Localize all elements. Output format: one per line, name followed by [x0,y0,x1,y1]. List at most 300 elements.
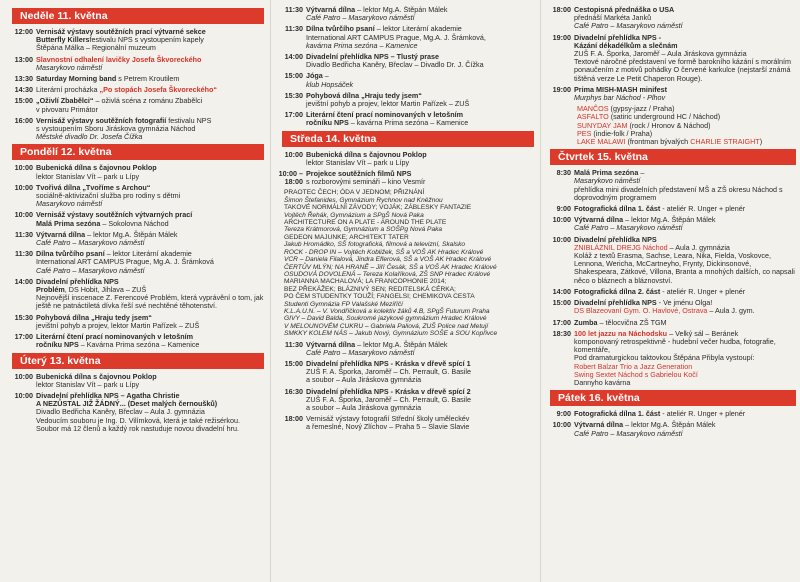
program-event [546,236,796,285]
event-time: 11:30 [15,229,33,239]
event-headline [574,410,796,418]
event-subtitle: A NEZŮSTAL JIŽ ŽÁDNÝ... (Deset malých černoušků) [36,399,218,409]
event-line [36,341,264,349]
event-title: „Oživlí Zbabělci“ [36,96,94,106]
event-line [306,61,536,69]
event-place: Aula Jiráskova gymnázia [341,375,422,385]
event-body [306,111,536,127]
event-body [574,205,796,213]
event-headline [574,205,796,213]
program-event [278,151,536,167]
event-text: s vystoupením Sboru Jiráskova gymnázia Náchod [36,124,196,134]
event-text: jevištní pohyb a projev, lektor Martin Pařízek – ZUŠ [306,99,470,109]
event-body [306,25,536,50]
film-entry: VCR – Daniela Filalová, Jindra Eflerová, SŠ a VOŠ AK Hradec Králové [284,256,492,264]
event-place: Slavie Slavie [428,422,470,432]
program-event [278,6,536,22]
event-text: - ateliér R. Unger + plenér [660,286,746,296]
event-title: Projekce soutěžních filmů NPS [306,169,412,179]
event-venue: Café Patro – Masarykovo náměstí [574,223,683,233]
event-body [306,53,536,69]
event-body [36,333,264,349]
film-entry: Šimon Štefanides, Gymnázium Rychnov nad Kněžnou [284,196,443,204]
event-title: Fotografická dílna 2. část [574,286,661,296]
program-event [546,169,796,202]
event-time: 9:00 [556,409,571,419]
event-title: Divadelní přehlídka NPS [36,276,119,286]
event-place: Dannyho kavárna [574,377,631,387]
event-line [36,44,264,52]
event-time: 11:30 [285,6,303,14]
event-place: Divadlo Dr. J. Čížka [420,60,484,70]
event-subtitle: Malá Prima sezóna [36,218,101,228]
event-place: – Aula J. gym. [707,306,755,316]
band-name: MANĈOS [577,104,609,114]
event-body [574,299,796,315]
event-place: Aula Jiráskova gymnázia [341,403,422,412]
film-entry: GEDEON MAJUNKE; ARCHITEKT TATER [284,233,409,241]
event-body [36,373,264,389]
film-list [278,189,536,337]
event-title: Vernisáž výstavy soutěžních fotografií [36,115,167,125]
event-title: Divadelní přehlídka NPS [574,298,657,308]
program-event [8,164,264,180]
program-event [278,53,536,69]
event-text: – lektor Mg.A. Štěpán Málek [355,6,448,14]
event-text: – lektor Mg.A. Štěpán Málek [85,229,178,239]
event-time: 16:30 [284,386,303,396]
event-title: Slavnostní odhalení lavičky Josefa Škvoreckého [36,54,202,64]
event-body [36,75,264,83]
event-text: lektor Stanislav Vít – [306,157,374,167]
event-time: 15:00 [284,71,303,81]
event-headline [574,319,796,327]
event-line [574,338,796,354]
event-text: v pivovaru Primátor [36,104,98,114]
event-title: Pohybová dílna [36,312,90,322]
event-body [36,56,264,72]
event-line [306,119,536,127]
fold-line [270,0,271,582]
event-time: 19:00 [552,84,571,94]
program-event [8,117,264,142]
event-title: Vernisáž výstavy soutěžních výtvarných prací [36,210,193,220]
event-title: 100 let jazzu na Náchodsku [574,328,668,338]
event-title: Bubenická dílna s čajovnou Poklop [306,149,427,159]
event-venue: Masarykovo náměstí [36,199,103,209]
event-place: kino Vesmír [387,177,426,187]
event-title: Bubenická dílna s čajovnou Poklop [36,163,157,173]
event-time: 12:00 [14,27,33,36]
event-subtitle: ročníku NPS [306,118,349,128]
event-text: přednáší Markéta Janků [574,13,652,23]
event-time: 10:00 [14,163,33,173]
event-time: 17:00 [14,332,33,342]
event-venue-line [36,239,264,247]
program-event [546,34,796,83]
event-time: 14:00 [552,286,571,296]
program-event [546,299,796,315]
event-body [36,117,264,142]
event-time: 10:00 [14,390,33,400]
column-middle [278,6,536,435]
event-venue: Café Patro – Masarykovo náměstí [306,347,415,357]
day-header: Neděle 11. května [12,8,264,24]
event-title: Dílna tvůrčího psaní [36,249,105,259]
event-line [574,58,796,83]
event-text: – oživlá scéna z románu Zbabělci [93,96,203,106]
event-body [36,314,264,330]
program-event [278,388,536,413]
event-title: Malá Prima sezóna [574,168,639,178]
event-venue: Masarykovo náměstí [36,62,103,72]
event-title: Bubenická dílna s čajovnou Poklop [36,371,157,381]
program-event [546,6,796,31]
event-body [306,72,536,88]
event-body [36,392,264,433]
event-venue-line [36,64,264,72]
event-text: – lektor Literární akademie [374,24,462,34]
event-time: 8:30 [556,168,571,178]
event-time: 14:30 [14,85,33,95]
day-header: Pondělí 12. května [12,144,264,160]
program-event [546,288,796,296]
event-venue-line [574,430,796,438]
event-text: Nejnovější inscenace Z. Ferencové Problém, která vyprávění o tom, jak ještě ne patnáctiletá dívka řeší své nechtěné těhotenství. [36,293,264,311]
event-text: International ART CAMPUS Prague, Mg.A. J. Šrámková [36,257,214,267]
band-name: LAKE MALAWI [577,137,626,147]
event-line [306,423,536,431]
event-line [36,106,264,114]
event-text: a řemeslné, Nový Zlíchov – Praha 5 – [306,422,429,432]
film-entry: SMKKY KOLEM NÁS – Jakub Nový, Gymnázium SOŠE a SOU Kopřivce [284,330,498,338]
event-time: 10:00 [552,215,571,225]
band-genre: (frontman bývalých [625,137,691,147]
event-venue-line [574,224,796,232]
program-event [278,170,536,186]
event-line [36,417,264,433]
event-title: Jóga [306,71,323,81]
event-line [306,178,536,186]
band-genre: (gypsy-jazz / Praha) [608,104,675,114]
program-event [8,250,264,275]
program-event [546,410,796,418]
event-title: Dílna tvůrčího psaní [306,24,375,34]
event-place: Aula Jiráskova gymnázia [667,49,747,59]
event-headline [306,72,536,88]
event-body [574,421,796,437]
day-header: Čtvrtek 15. května [550,149,796,165]
day-header: Pátek 16. května [550,390,796,406]
event-line [36,220,264,228]
event-venue: Café Patro – Masarykovo náměstí [574,428,683,438]
event-body [36,164,264,180]
band-genre: (indie-folk / Praha) [591,128,653,138]
event-body [306,415,536,431]
event-headline [574,288,796,296]
event-line [574,252,796,285]
band-genre: ) [759,137,763,147]
event-text: - Ve jménu Olga! [656,298,713,308]
event-text: International ART CAMPUS Prague, Mg.A. J. Šrámková, [306,32,486,42]
event-text: komponovaný retrospektivně - hudební večer hudba, fotografie, komentáře, [574,336,776,355]
event-line [36,173,264,181]
event-place: Aula J. gymnázia [150,407,205,417]
event-text: ZUŠ F. A. Šporka, Jaroměř – Ch. Perrault, G. Basile [306,367,471,377]
event-time: 18:00 [284,414,303,424]
event-body [306,151,536,167]
program-event [8,97,264,113]
event-subtitle: „Hraju tedy jsem“ [89,312,152,322]
film-entry: TAKOVÉ NORMÁLNÍ ZÁVODY; VOJÁK; ZÁBLESKY FANTAZIE [284,204,472,212]
event-body [574,34,796,83]
event-title: Cestopisná přednáška o USA [574,6,675,14]
event-subtitle: Butterfly Killers [36,35,90,45]
program-event [278,72,536,88]
event-title: Divadelní přehlídka NPS - [574,32,662,42]
event-text: přehlídka mini divadelních představení MŠ a ZŠ okresu Náchod s doprovodným programem [574,184,783,202]
event-body [306,92,536,108]
event-time: 15:00 [552,298,571,308]
event-text: – lektor Mg.A. Štěpán Málek [623,420,716,430]
event-headline [36,75,264,83]
program-event [546,86,796,102]
event-title: Saturday Morning band [36,74,117,84]
event-body [574,216,796,232]
event-title: Vernisáž výstavy soutěžních prací výtvarné sekce [36,27,206,36]
event-text: – [78,340,87,350]
program-event [546,330,796,387]
event-time: 17:00 [552,317,571,327]
event-venue-line [306,349,536,357]
event-place: Kavárna Prima sezóna – Kamenice [86,340,200,350]
event-text: sociálně-aktivizační služba pro rodiny s dětmi [36,191,181,201]
event-text: Divadlo Bedřicha Kaněry, Břeclav – [36,407,151,417]
film-entry: Studenti Gymnázia FP Valašské Meziříčí [284,300,403,308]
program-event [546,216,796,232]
event-text: festivalu NPS [166,115,212,125]
event-text: Vernisáž výstavy fotografií Střední školy uměleckév [306,414,470,424]
film-entry: ROCK - DROP IN – Vojtěch Kobližek, SŠ a VOŠ AK Hradec Králové [284,248,484,256]
event-body [36,250,264,275]
event-time: 17:00 [284,110,303,120]
event-text: – lektor Literární akademie [104,249,192,259]
event-place: Masarykovo náměstí [574,176,641,186]
event-venue-line [36,267,264,275]
event-line [36,322,264,330]
event-title: Divadelní přehlídka NPS – Tlustý prase [306,52,440,62]
event-prefix: Literární procházka [36,85,100,95]
program-event [8,333,264,349]
event-venue: Café Patro – Masarykovo náměstí [306,13,415,23]
program-event [278,341,536,357]
event-time: 13:30 [14,74,33,84]
event-line [36,381,264,389]
event-title: Divadelní přehlídka NPS - Kráska v dřevě spící 2 [306,386,471,396]
film-entry: K.L.A.U.N. – V. Vondříčková a kolektiv žáků 4.B, SPgŠ Futurum Praha [284,307,490,315]
event-place: park u Lípy [373,157,410,167]
film-entry: V MELOUNOVÉM CUKRU – Gabriela Paliová, ZUŠ Police nad Metují [284,322,489,330]
event-text: lektor Stanislav Vít – [36,379,104,389]
event-body [306,360,536,385]
event-venue: Café Patro – Masarykovo náměstí [36,238,145,248]
event-text: - ateliér R. Unger + plenér [660,204,746,214]
event-place: park u Lípy [103,171,140,181]
event-body [574,169,796,202]
event-title: Divadelní přehlídka NPS – Agatha Christie [36,390,180,400]
event-headline [574,169,796,185]
event-time: 9:00 [556,204,571,214]
event-place: park u Lípy [103,379,140,389]
event-time: 10:00 [14,182,33,192]
event-body [574,319,796,327]
event-body [574,288,796,296]
event-venue: Café Patro – Masarykovo náměstí [574,21,683,31]
band-genre: (rock / Hronov & Náchod) [627,120,711,130]
event-title: Fotografická dílna 1. část [574,204,661,214]
event-time: 10:00 [552,234,571,244]
event-title: Výtvarná dílna [574,215,624,225]
event-title: Fotografická dílna 1. část [574,409,661,419]
film-entry: MARIANNA MACHALOVÁ; LA FRANCOPHONIE 2014; [284,278,447,286]
program-event [8,211,264,227]
event-time: 14:00 [14,276,33,286]
column-left [8,6,264,436]
event-venue: Café Patro – Masarykovo náměstí [36,265,145,275]
event-time: 15:00 [284,358,303,368]
event-description: Vedoucím souboru je Ing. D. Vilímková, která je také režisérkou. Soubor má 12 členů a každý rok nastuduje novou divadelní hru. [36,415,241,433]
event-text: – lektor Mg.A. Štěpán Málek [355,339,448,349]
ensemble-name: ZNIBLÁZNIL DREJG Náchod [574,242,668,252]
event-body [574,6,796,31]
event-text: ZUŠ F. A. Šporka, Jaroměř – Ch. Perrault, G. Basile [306,394,471,404]
program-event [546,319,796,327]
event-text: – [638,168,645,178]
event-body [306,341,536,357]
event-line [36,294,264,310]
event-text: – [348,118,357,128]
band-name: SUNYDAY JAM [577,120,628,130]
event-line [574,379,796,387]
event-venue: Murphys bar Náchod - Plhov [574,93,666,103]
event-text: s Petrem Kroutilem [116,74,180,84]
event-time: 14:00 [284,52,303,62]
event-subtitle: Problém [36,285,65,295]
event-body [574,236,796,285]
program-event [8,75,264,83]
event-venue-line [306,42,536,50]
event-title: Výtvarná dílna [36,229,86,239]
event-text: Divadlo Bedřicha Kaněry, Břeclav – [306,60,421,70]
event-line [574,307,796,315]
event-text: Štěpána Málka – [36,43,92,53]
program-event [278,415,536,431]
event-title: Pohybová dílna [306,90,360,100]
film-entry: ČERTŮV MLÝN; NA HRANĚ – Jiří Česák, SŠ a VOŠ AK Hradec Králové [284,263,497,271]
column-right [546,6,796,441]
event-line [306,376,536,384]
event-venue-line [574,94,796,102]
day-header: Úterý 13. května [12,353,264,369]
program-event [8,184,264,209]
event-time: 10:00 [284,149,303,159]
event-body [36,231,264,247]
event-description: Textové náročné představení ve formě barokního kázání s morálním ponaučením z motivů pohádky O červené karkulce (nejstarší známá tištěná verze Le Petit Chaperon Rouge). [574,57,791,83]
event-place: ZUŠ [131,285,147,295]
event-title: Zumba [574,317,598,327]
event-subtitle: „Hraju tedy jsem“ [359,90,422,100]
program-event [278,111,536,127]
event-time: 10:00 [14,371,33,381]
event-time: 11:30 [285,24,303,34]
band-name: PES [577,128,592,138]
event-text: jevištní pohyb a projev, lektor Martin Pařízek – ZUŠ [36,320,200,330]
event-text: – tělocvična ZŠ TGM [597,317,667,327]
program-event [8,314,264,330]
event-body [36,97,264,113]
band-entry [577,138,796,146]
program-event [278,92,536,108]
event-text: a soubor – [306,403,342,412]
film-entry: PRAOTEC ČECH; ÓDA V JEDNOM; PŘIZNÁNÍ [284,189,425,197]
film-entry: Jakub Hromádko, SŠ fotografická, filmová a televizní, Skalsko [284,241,466,249]
event-subtitle: Kázání dékadélkům a slečnám [574,40,678,50]
event-body [306,388,536,413]
film-entry: ARCHITECTURE ON A PLATE - AROUND THE PLATE [284,219,447,227]
event-body [306,170,536,186]
event-text: a soubor – [306,375,342,385]
event-body [36,28,264,53]
film-entry: GIVY – David Balda, Soukromé jazykové gymnázium Hradec Králové [284,315,487,323]
band-genre: (satiric underground HC / Náchod) [608,112,721,122]
event-body [36,184,264,209]
event-time: 18:00 [552,6,571,14]
event-text: - ateliér R. Unger + plenér [660,409,746,419]
event-time: 18:30 [552,328,571,338]
event-text: – [100,218,109,228]
program-event [8,373,264,389]
event-line [574,186,796,202]
film-entry: BEZ PŘEKÁŽEK; BLÁZNIVÝ SEN; REDITELSKÁ CÉRKA; [284,285,456,293]
event-subtitle: ročníku NPS [36,340,79,350]
film-entry: OSUDOVÁ DOVOLENÁ – Tereza Kolaříková, ZŠ SNP Hradec Králové [284,270,491,278]
event-body [574,330,796,387]
event-venue: kavárna Prima sezóna – Kamenice [306,40,418,50]
program-event [546,421,796,437]
event-title: Literární čtení prací nominovaných v letošním [306,110,463,120]
event-title: Prima MISH-MASH minifest [574,84,668,94]
event-title: Výtvarná dílna [306,339,356,349]
film-entry: Tereza Krátmorová, Gymnázium a SOŠPg Nová Paka [284,226,443,234]
event-time: 10:00 [14,210,33,220]
event-body [574,86,796,102]
event-body [36,211,264,227]
event-text: Koláž z textů Erasma, Sachse, Leara, Nika, Fielda, Voskovce, Lennona, Wericha, McCartneyho, Frynty, Dickinsonové, Shakespeara, Zátkové, Villona, Branta a mnohých dalších, co napsali něco o bláznech a bláznovství. [574,251,795,285]
event-line [306,404,536,412]
event-time: 11:30 [15,249,33,259]
fold-line [540,0,541,582]
program-event [8,231,264,247]
event-title: Tvořivá dílna [36,182,81,192]
event-place: Regionální muzeum [91,43,156,53]
program-event [546,205,796,213]
event-headline [36,86,264,94]
band-list [546,105,796,146]
day-header: Středa 14. května [282,131,534,147]
event-place: klub Hopsáček [306,79,354,89]
film-entry: PO ČEM STUDENTKY TOUŽÍ; FANGELSI; CHEMIKOVA CESTA [284,293,475,301]
program-event [278,360,536,385]
